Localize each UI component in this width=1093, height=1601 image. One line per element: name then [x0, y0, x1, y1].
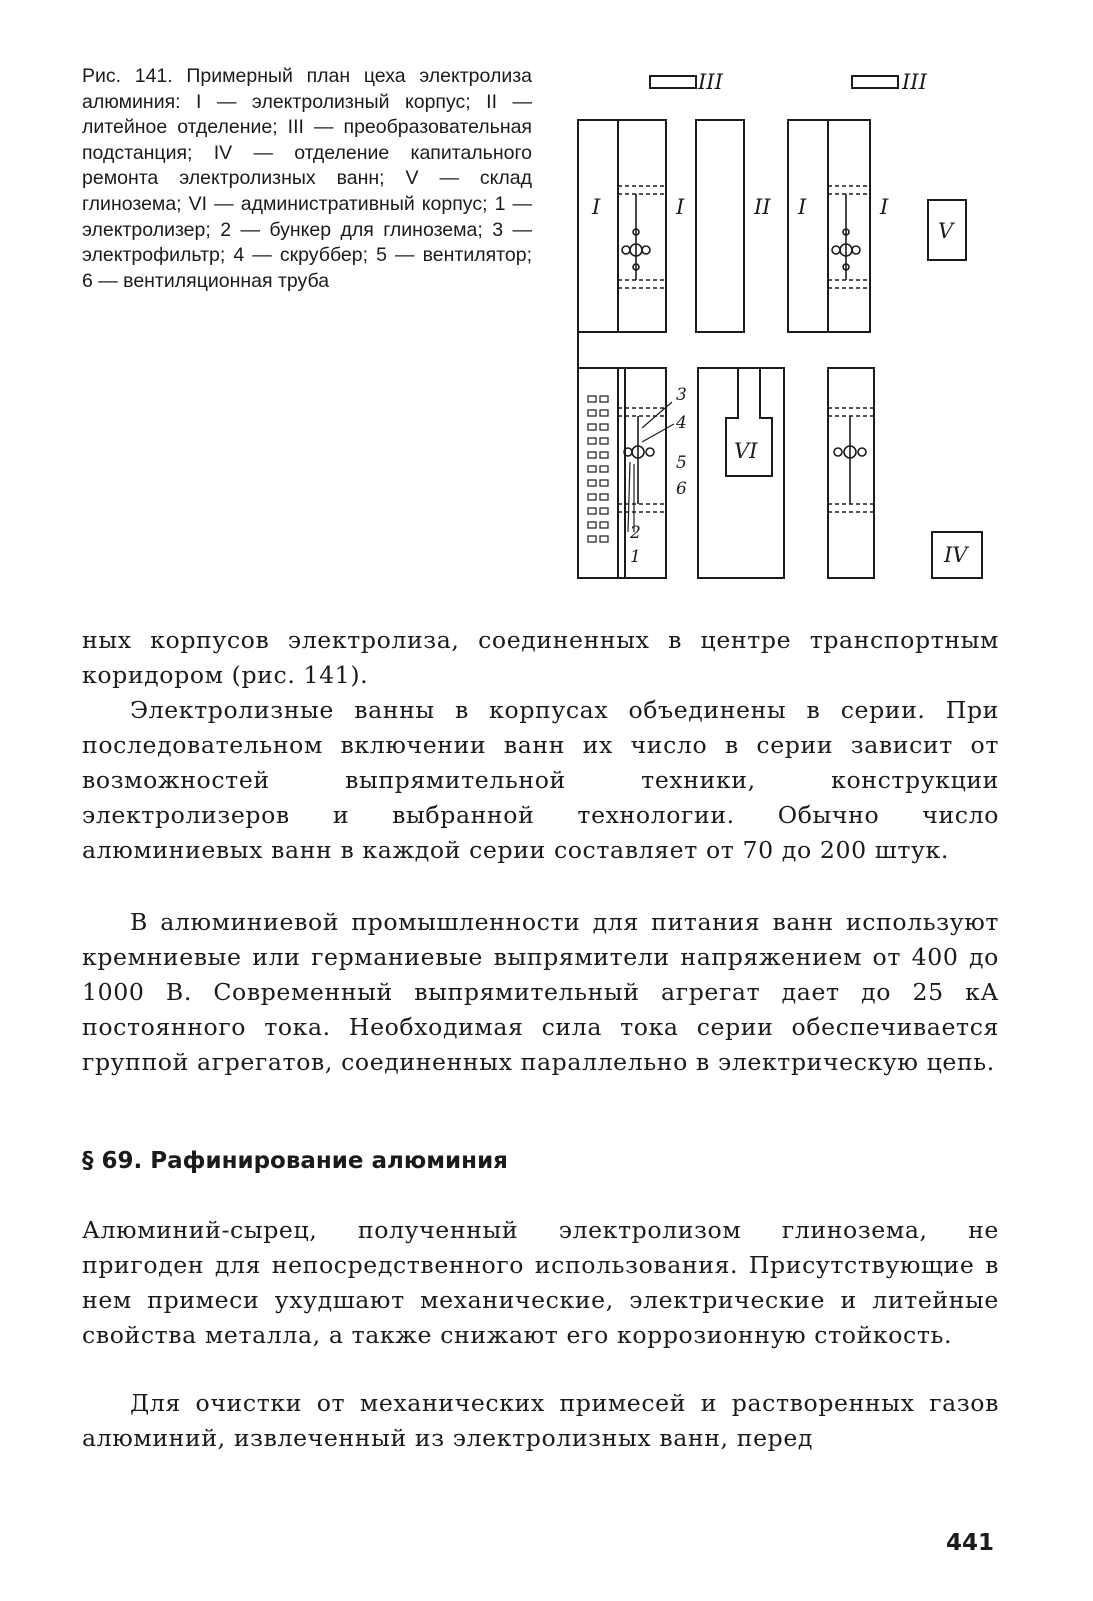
label-repair: IV: [944, 543, 968, 567]
paragraph-5-text: Для очистки от механических примесей и растворенных газов алюминий, извлеченный из электролизных ванн, перед: [82, 1389, 999, 1452]
label-substation-2: III: [902, 70, 927, 94]
page-number: 441: [946, 1530, 995, 1556]
potroom-top-3: [788, 120, 828, 332]
label-n6: 6: [676, 479, 687, 499]
potroom-top-1: [578, 120, 618, 332]
label-n1: 1: [630, 547, 641, 567]
plant-plan-drawing: [570, 62, 1000, 592]
label-potroom-4: I: [880, 195, 889, 219]
paragraph-4-text: Алюминий-сырец, полученный электролизом глинозема, не пригоден для непосредственного использования. Присутствующие в нем примеси ухудшают механические, электрические и литейные свойства металла, а также снижают его коррозионную стойкость.: [82, 1216, 999, 1349]
label-potroom-1: I: [592, 195, 601, 219]
label-potroom-3: I: [798, 195, 807, 219]
label-n3: 3: [676, 385, 687, 405]
paragraph-3: [82, 905, 999, 1080]
paragraph-2-text: Электролизные ванны в корпусах объединены в серии. При последовательном включении ванн их число в серии зависит от возможностей выпрямительной техники, конструкции электролизеров и выбранной технологии. Обычно число алюминиевых ванн в каждой серии составляет от 70 до 200 штук.: [82, 696, 999, 864]
paragraph-5: [82, 1386, 999, 1456]
paragraph-3-text: В алюминиевой промышленности для питания ванн используют кремниевые или германиевые выпрямители напряжением от 400 до 1000 В. Современный выпрямительный агрегат дает до 25 кА постоянного тока. Необходимая сила тока серии обеспечивается группой агрегатов, соединенных параллельно в электрическую цепь.: [82, 908, 999, 1076]
paragraph-4: [82, 1213, 999, 1353]
potroom-top-4: [828, 120, 870, 332]
substation-right: [852, 76, 898, 88]
label-casthouse: II: [754, 195, 771, 219]
figure-caption: [82, 64, 532, 294]
label-substation-1: III: [698, 70, 723, 94]
potroom-bottom-3: [828, 368, 874, 578]
label-alumina-store: V: [938, 219, 954, 243]
paragraph-1: [82, 623, 999, 693]
casthouse-top: [696, 120, 744, 332]
label-potroom-2: I: [676, 195, 685, 219]
label-admin: VI: [734, 439, 758, 463]
paragraph-1-text: ных корпусов электролиза, соединенных в центре транспортным коридором (рис. 141).: [82, 626, 999, 689]
label-n5: 5: [676, 453, 687, 473]
potroom-bottom-1: [578, 368, 618, 578]
caption-number: Рис. 141.: [82, 65, 173, 87]
paragraph-2: [82, 693, 999, 868]
section-heading: § 69. Рафинирование алюминия: [82, 1148, 508, 1174]
potroom-top-2: [618, 120, 666, 332]
substation-left: [650, 76, 696, 88]
caption-text: Примерный план цеха электролиза алюминия: I — электролизный корпус; II — литейное отделение; III — преобразовательная подстанция; IV — отделение капитального ремонта электролизных ванн; V — склад глинозема; VI — административный корпус; 1 — электролизер; 2 — бункер для глинозема; 3 — электрофильтр; 4 — скруббер; 5 — вентилятор; 6 — вентиляционная труба: [82, 65, 532, 292]
pot-grid: [588, 396, 608, 542]
label-n2: 2: [630, 523, 641, 543]
plant-plan-figure: [570, 62, 1000, 592]
label-n4: 4: [676, 413, 687, 433]
